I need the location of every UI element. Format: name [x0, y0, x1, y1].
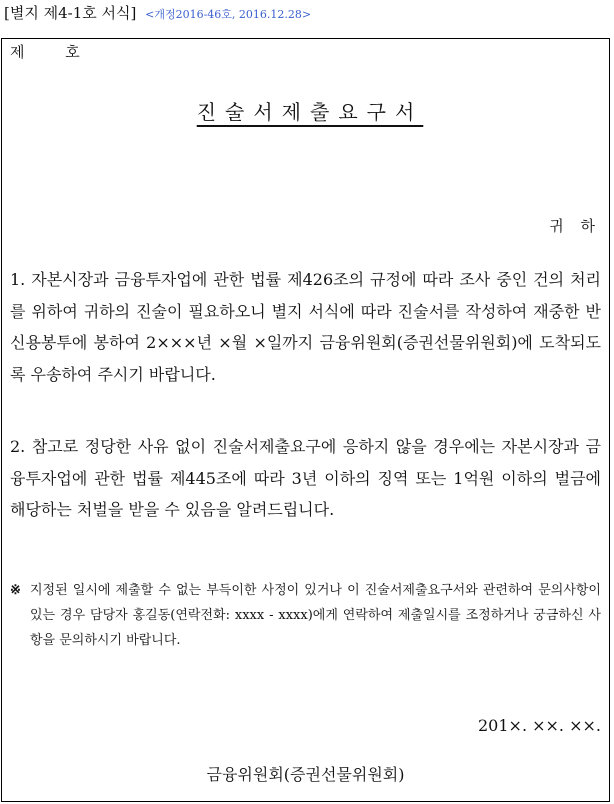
notice	[10, 578, 601, 653]
document-frame	[1, 38, 610, 802]
reference-mark: ※	[10, 583, 21, 598]
paragraph-1: 1. 자본시장과 금융투자업에 관한 법률 제426조의 규정에 따라 조사 중인 건의 처리를 위하여 귀하의 진술이 필요하오니 별지 서식에 따라 진술서를 작성하여 재중한 반신용봉투에 봉하여 2×××년 ×월 ×일까지 금융위원회(증권선물위원회)에 도착되도록 우송하여 주시기 바랍니다.	[10, 270, 601, 384]
form-header	[4, 2, 311, 23]
form-label: [별지 제4-1호 서식]	[4, 4, 137, 22]
addressee: 귀 하	[549, 217, 601, 235]
issuer-name: 금융위원회(증권선물위원회)	[206, 765, 405, 784]
paragraph-2: 2. 참고로 정당한 사유 없이 진술서제출요구에 응하지 않을 경우에는 자본시장과 금융투자업에 관한 법률 제445조에 따라 3년 이하의 징역 또는 1억원 이하의 벌금에 해당하는 처벌을 받을 수 있음을 알려드립니다.	[10, 437, 601, 519]
notice-text: 지정된 일시에 제출할 수 없는 부득이한 사정이 있거나 이 진술서제출요구서와 관련하여 문의사항이 있는 경우 담당자 홍길동(연락전화: xxxx - xxxx)에게 연락하여 제출일시를 조정하거나 궁금하신 사항을 문의하시기 바랍니다.	[30, 583, 601, 648]
title-container	[2, 96, 609, 125]
revision-note: <개정2016-46호, 2016.12.28>	[145, 8, 312, 21]
document-number-label: 제 호	[10, 43, 98, 61]
issue-date: 201×. ××. ××.	[478, 716, 601, 735]
document-title: 진술서제출요구서	[196, 100, 424, 124]
